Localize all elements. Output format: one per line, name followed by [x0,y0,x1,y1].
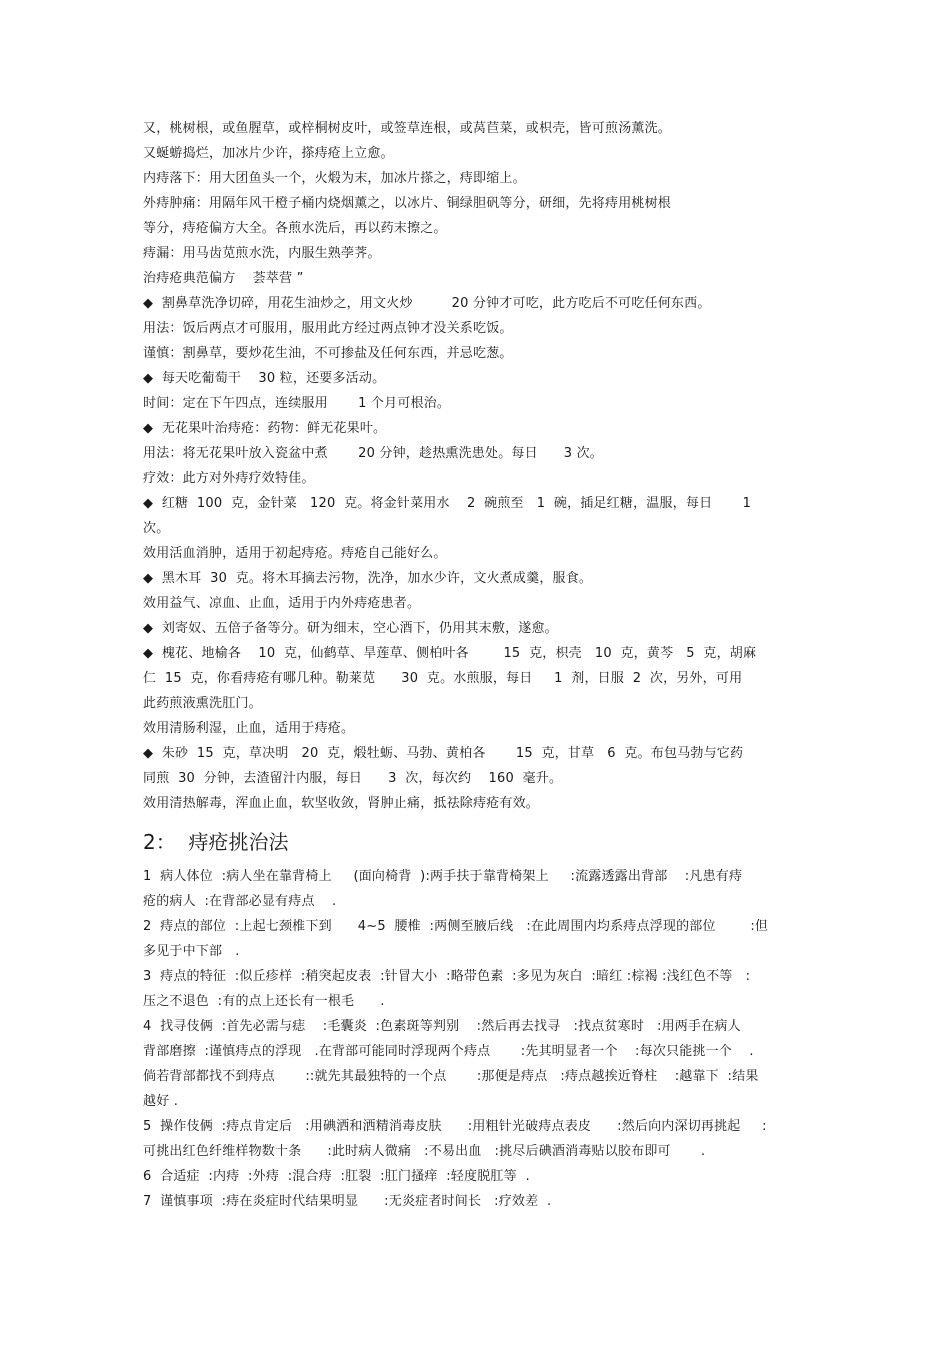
remedy-line: ◆ 割鼻草洗净切碎，用花生油炒之，用文火炒 20 分钟才可吃，此方吃后不可吃任何东西。 [143,296,711,311]
remedy-line: 时间：定在下午四点，连续服用 1 个月可根治。 [143,396,451,411]
remedy-line: 外痔肿痛：用隔年风干橙子桶内烧烟薰之，以冰片、铜绿胆矾等分，研细，先将痔用桃树根 [143,196,672,211]
remedy-line: 效用活血消肿，适用于初起痔疮。痔疮自己能好么。 [143,546,447,561]
treatment-line: 3 痔点的特征 :似丘疹样 :稍突起皮表 :针冒大小 :略带色素 :多见为灰白 :暗红 :棕褐 :浅红色不等 : [143,969,751,984]
treatment-line: 4 找寻伎俩 :首先必需与痣 :毛囊炎 :色素斑等判别 :然后再去找寻 :找点贫寒时 :用两手在病人 [143,1019,741,1034]
remedy-line: 仁 15 克，你看痔疮有哪几种。勒莱苋 30 克。水煎服，每日 1 剂，日服 2 次，另外，可用 [143,671,743,686]
remedy-line: ◆ 刘寄奴、五倍子备等分。研为细末，空心酒下，仍用其末敷，遂愈。 [143,621,558,636]
treatment-line: 多见于中下部 . [143,944,240,959]
remedy-line: 内痔落下：用大团鱼头一个，火煅为末，加冰片搽之，痔即缩上。 [143,171,526,186]
remedy-line: 用法：将无花果叶放入瓷盆中煮 20 分钟，趁热熏洗患处。每日 3 次。 [143,446,603,461]
remedy-line: 疗效：此方对外痔疗效特佳。 [143,471,315,486]
remedy-section [143,116,823,816]
remedy-line: 同煎 30 分钟，去渣留汁内服，每日 3 次，每次约 160 毫升。 [143,771,563,786]
section-heading: 2： 痔疮挑治法 [143,830,289,854]
remedy-line: 次。 [143,521,170,536]
treatment-line: 可挑出红色纤维样物数十条 :此时病人微痛 :不易出血 :挑尽后碘酒消毒贴以胶布即可 . [143,1144,706,1159]
remedy-line: 谨慎：割鼻草，要炒花生油，不可掺盐及任何东西，并忌吃葱。 [143,346,513,361]
remedy-line: 用法：饭后两点才可服用，服用此方经过两点钟才没关系吃饭。 [143,321,513,336]
treatment-line: 6 合适症 :内痔 :外痔 :混合痔 :肛裂 :肛门搔痒 :轻度脱肛等 . [143,1169,530,1184]
remedy-line: 效用清肠利湿，止血，适用于痔疮。 [143,721,355,736]
remedy-line: 治痔疮典范偏方 荟萃营 ” [143,271,304,286]
treatment-line: 7 谨慎事项 :痔在炎症时代结果明显 :无炎症者时间长 :疗效差 . [143,1194,552,1209]
treatment-line: 倘若背部都找不到痔点 ::就先其最独特的一个点 :那便是痔点 :痔点越挨近脊柱 :越靠下 :结果 [143,1069,759,1084]
remedy-line: ◆ 每天吃葡萄干 30 粒，还要多活动。 [143,371,386,386]
remedy-line: 此药煎液熏洗肛门。 [143,696,262,711]
treatment-line: 越好 . [143,1094,179,1109]
remedy-line: 等分，痔疮偏方大全。各煎水洗后，再以药末擦之。 [143,221,447,236]
remedy-line: ◆ 无花果叶治痔疮：药物：鲜无花果叶。 [143,421,387,436]
remedy-line: 又，桃树根，或鱼腥草，或梓桐树皮叶，或签草连根，或莴苣菜，或枳壳，皆可煎汤薰洗。 [143,121,672,136]
document-page [143,116,823,1214]
treatment-section [143,864,823,1214]
remedy-line: 效用清热解毒，浑血止血，软坚收敛，肾肿止痛，抵祛除痔疮有效。 [143,796,540,811]
remedy-line: 痔漏：用马齿苋煎水洗，内服生熟荸荠。 [143,246,381,261]
remedy-line: 又蜒蝣捣烂，加冰片少许，搽痔疮上立愈。 [143,146,394,161]
remedy-line: ◆ 黑木耳 30 克。将木耳摘去污物，洗净，加水少许，文火煮成羹，服食。 [143,571,593,586]
remedy-line: ◆ 槐花、地榆各 10 克，仙鹤草、旱莲草、侧柏叶各 15 克，枳壳 10 克，黄芩 5 克，胡麻 [143,646,757,661]
treatment-line: 2 痔点的部位 :上起七颈椎下到 4~5 腰椎 :两侧至腋后线 :在此周围内均系痔点浮现的部位 :但 [143,919,769,934]
treatment-line: 压之不退色 :有的点上还长有一根毛 . [143,994,385,1009]
treatment-line: 背部磨擦 :谨慎痔点的浮现 .在背部可能同时浮现两个痔点 :先其明显者一个 :每次只能挑一个 . [143,1044,754,1059]
treatment-line: 1 病人体位 :病人坐在靠背椅上 (面向椅背 ):两手扶于靠背椅架上 :流露透露出背部 :凡患有痔 [143,869,743,884]
remedy-line: ◆ 红糖 100 克，金针菜 120 克。将金针菜用水 2 碗煎至 1 碗，插足红糖，温服，每日 1 [143,496,752,511]
treatment-line: 疮的病人 :在背部必显有痔点 . [143,894,337,909]
remedy-line: ◆ 朱砂 15 克，草决明 20 克，煅牡蛎、马勃、黄柏各 15 克，甘草 6 克。布包马勃与它药 [143,746,744,761]
treatment-line: 5 操作伎俩 :痔点肯定后 :用碘洒和洒精消毒皮肤 :用粗针光破痔点表皮 :然后向内深切再挑起 : [143,1119,767,1134]
remedy-line: 效用益气、凉血、止血，适用于内外痔疮患者。 [143,596,421,611]
